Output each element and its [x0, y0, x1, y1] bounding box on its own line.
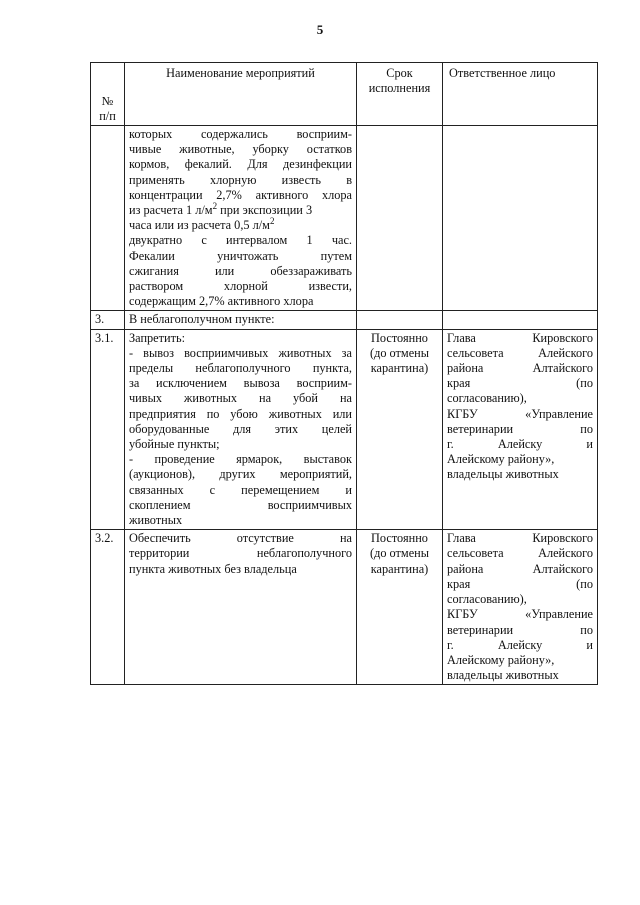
continuation-num-cell	[91, 126, 125, 311]
continuation-line-6: из расчета 1 $л/м^2$ при экспозиции 3	[129, 200, 313, 218]
row-3-2-text: Обеспечить отсутствие на территории неблагополучного пункта животных без владельца	[125, 530, 357, 685]
header-responsible: Ответственное лицо	[443, 63, 598, 126]
continuation-resp-cell	[443, 126, 598, 311]
page-number: 5	[316, 22, 324, 37]
header-num: № п/п	[91, 63, 125, 126]
table-row-3-1	[91, 329, 598, 530]
table-header-row	[91, 63, 598, 126]
section-3-title: В неблагополучном пункте:	[125, 311, 357, 329]
row-3-1-text: Запретить: - вывоз восприимчивых животных за пределы неблагополучного пункта, за исключением вывоза восприим- чивых животных на убой на предприятия по убою животных или оборудованные для этих целей убойные пункты; - проведение ярмарок, выставок (аукционов), других мероприятий, связанных с перемещением и скоплением восприимчивых животных	[125, 329, 357, 530]
row-3-2-num: 3.2.	[91, 530, 125, 685]
section-3-term-cell	[357, 311, 443, 329]
row-3-1-term: Постоянно (до отмены карантина)	[357, 329, 443, 530]
continuation-term-cell	[357, 126, 443, 311]
section-3-num: 3.	[91, 311, 125, 329]
continuation-line-7: часа или из расчета 0,5 $л/м^2$	[129, 216, 275, 233]
continuation-text: которых содержались восприим- чивые животные, уборку остатков кормов, фекалий. Для дезинфекции применять хлорную известь в концентрации 2,7% активного хлора из расчета 1 $л/м^2$ при экспозиции 3 часа или из расчета 0,5 $л/м^2$ двукратно с интервалом 1 час. Фекалии уничтожать путем сжигания или обеззараживать раствором хлорной извести, содержащим 2,7% активного хлора	[125, 126, 357, 311]
header-term: Срок исполнения	[357, 63, 443, 126]
table-row-section-3	[91, 311, 598, 329]
row-3-1-responsible: Глава Кировского сельсовета Алейского района Алтайского края (по согласованию), КГБУ «Управление ветеринарии по г. Алейску и Алейскому району», владельцы животных	[443, 329, 598, 530]
row-3-2-responsible: Глава Кировского сельсовета Алейского района Алтайского края (по согласованию), КГБУ «Управление ветеринарии по г. Алейску и Алейскому району», владельцы животных	[443, 530, 598, 685]
header-name: Наименование мероприятий	[125, 63, 357, 126]
table-row-3-2	[91, 530, 598, 685]
row-3-1-num: 3.1.	[91, 329, 125, 530]
measures-table	[90, 62, 598, 685]
table-row-continuation	[91, 126, 598, 311]
row-3-2-term: Постоянно (до отмены карантина)	[357, 530, 443, 685]
section-3-resp-cell	[443, 311, 598, 329]
